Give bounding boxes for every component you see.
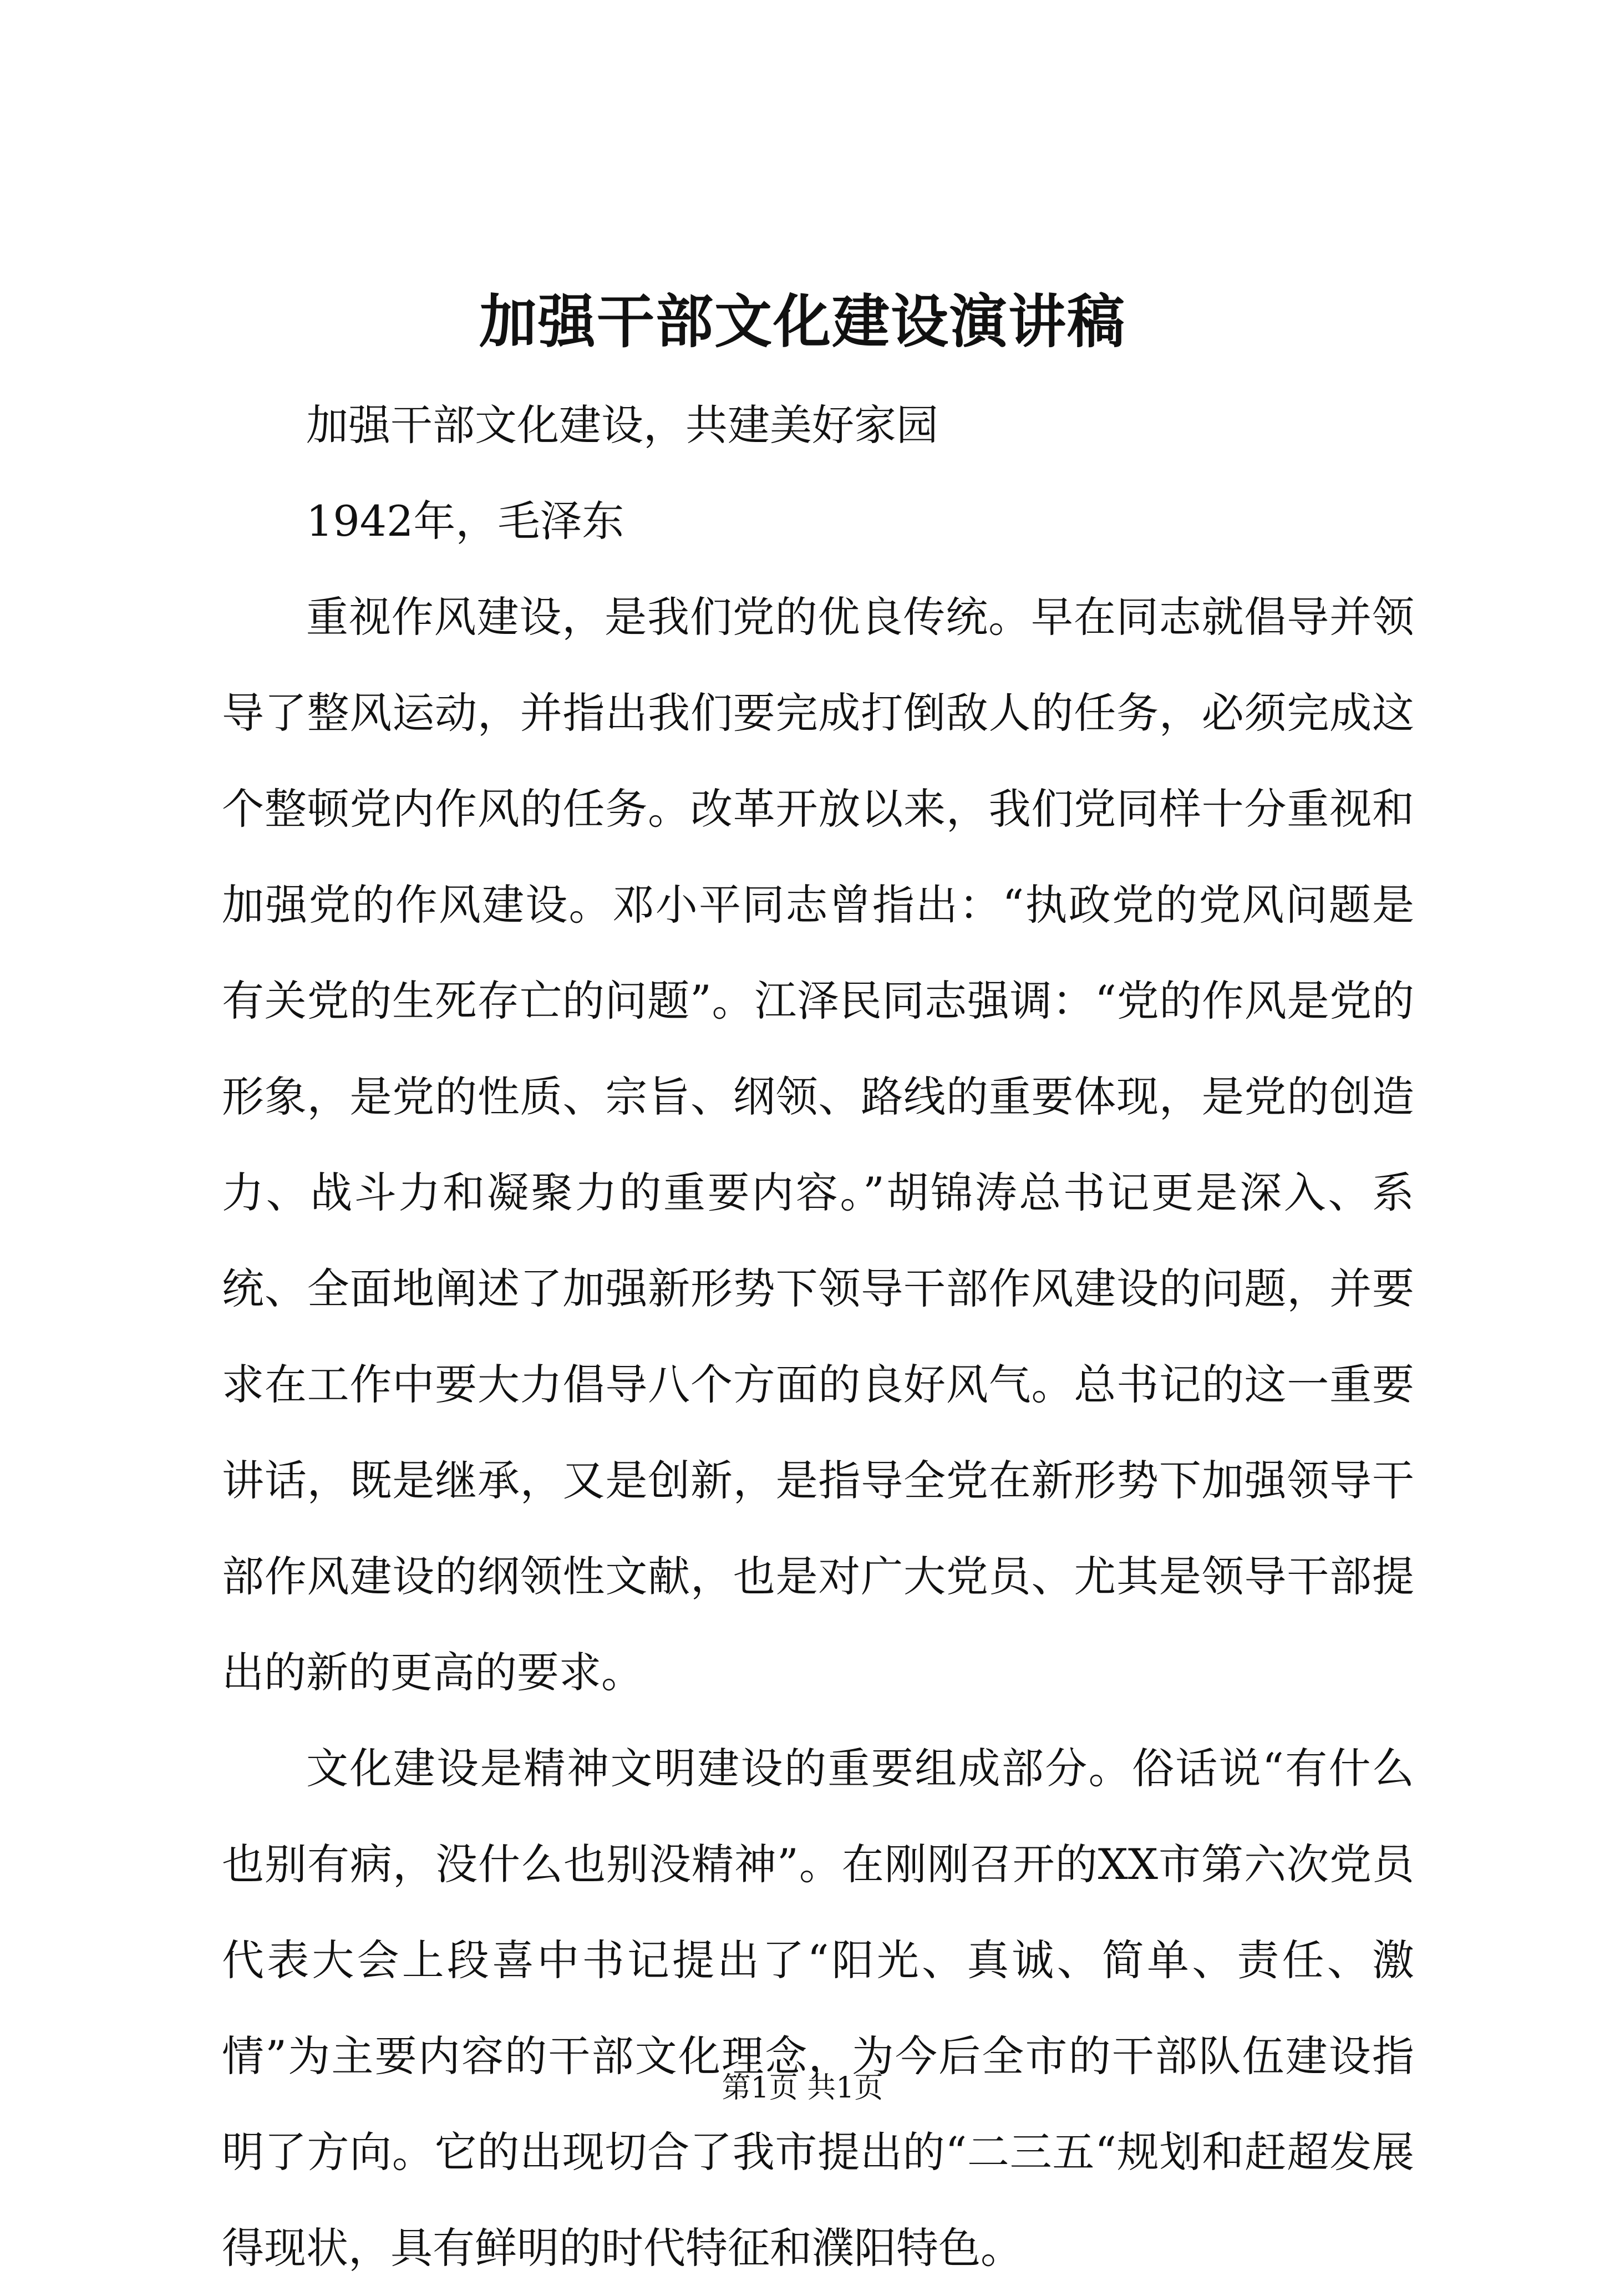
date-author-paragraph: 1942年，毛泽东 xyxy=(306,496,624,546)
page-footer: 第1页 共1页 xyxy=(722,2071,883,2105)
document-body xyxy=(222,377,1414,2296)
body-paragraph-1: 重视作风建设，是我们党的优良传统。早在同志就倡导并领导了整风运动，并指出我们要完成打倒敌人的任务，必须完成这个整顿党内作风的任务。改革开放以来，我们党同样十分重视和加强党的作风建设。邓小平同志曾指出：“执政党的党风问题是有关党的生死存亡的问题”。江泽民同志强调：“党的作风是党的形象，是党的性质、宗旨、纲领、路线的重要体现，是党的创造力、战斗力和凝聚力的重要内容。”胡锦涛总书记更是深入、系统、全面地阐述了加强新形势下领导干部作风建设的问题，并要求在工作中要大力倡导八个方面的良好风气。总书记的这一重要讲话，既是继承，又是创新，是指导全党在新形势下加强领导干部作风建设的纲领性文献，也是对广大党员、尤其是领导干部提出的新的更高的要求。 xyxy=(222,592,1414,1697)
body-paragraph-2: 文化建设是精神文明建设的重要组成部分。俗话说“有什么也别有病，没什么也别没精神”。在刚刚召开的XX市第六次党员代表大会上段喜中书记提出了“阳光、真诚、简单、责任、激情”为主要内容的干部文化理念，为今后全市的干部队伍建设指明了方向。它的出现切合了我市提出的“二三五“规划和赶超发展得现状，具有鲜明的时代特征和濮阳特色。 xyxy=(222,1744,1414,2273)
document-title: 加强干部文化建设演讲稿 xyxy=(479,287,1126,355)
subtitle-paragraph: 加强干部文化建设，共建美好家园 xyxy=(306,400,938,450)
